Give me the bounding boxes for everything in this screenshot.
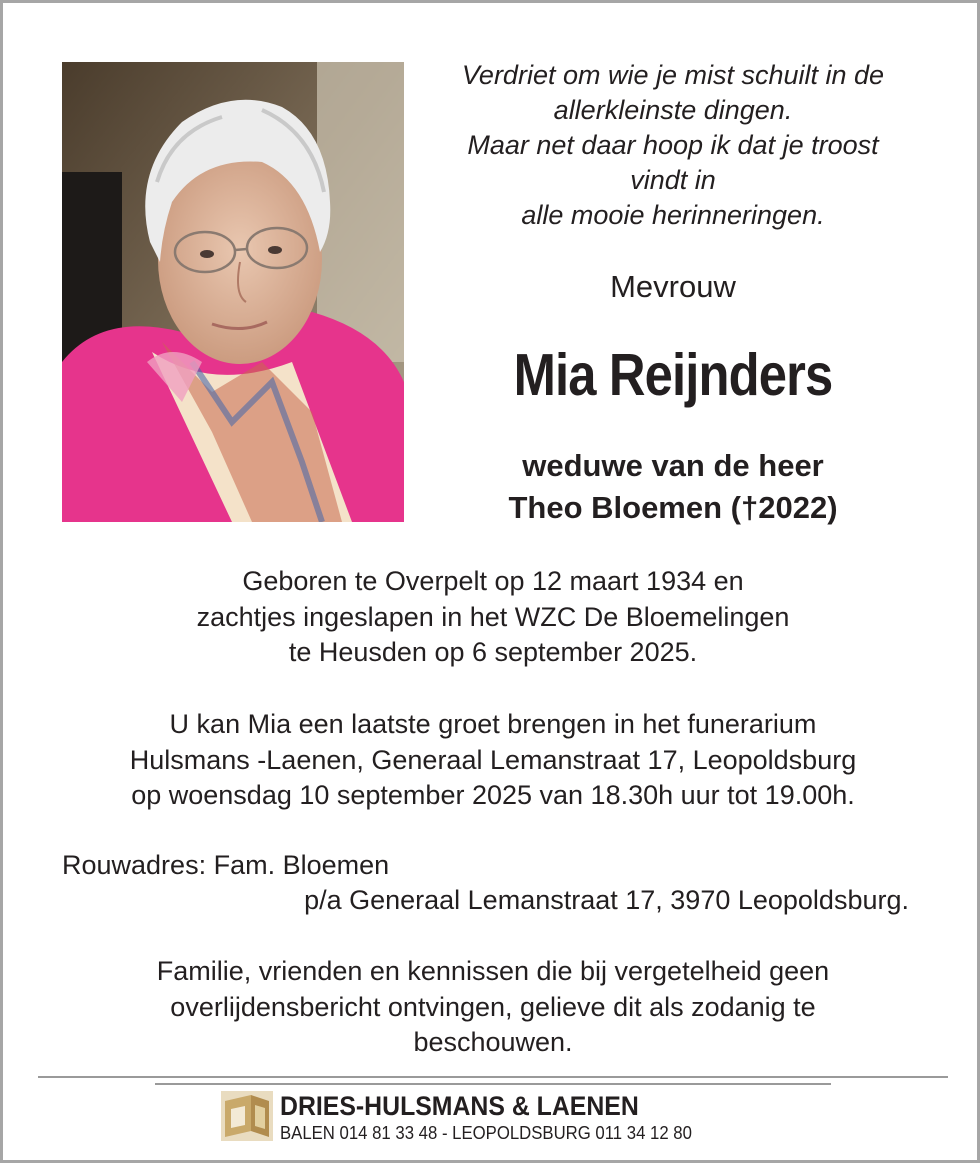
paragraph-line: Hulsmans -Laenen, Generaal Lemanstraat 17, Leopoldsburg bbox=[129, 744, 857, 775]
mourning-address-line: p/a Generaal Lemanstraat 17, 3970 Leopoldsburg. bbox=[304, 885, 909, 915]
poem-line: Verdriet om wie je mist schuilt in de bbox=[461, 60, 885, 90]
notice-paragraph bbox=[43, 954, 943, 1061]
deceased-name: Mia Reijnders bbox=[513, 342, 833, 408]
mourning-address-label: Rouwadres: Fam. Bloemen bbox=[62, 850, 390, 880]
spouse-line: Theo Bloemen (†2022) bbox=[508, 490, 838, 525]
birth-death-paragraph bbox=[43, 564, 943, 671]
poem bbox=[418, 58, 928, 233]
paragraph-line: U kan Mia een laatste groet brengen in het funerarium bbox=[169, 709, 817, 739]
funeral-home-name: DRIES-HULSMANS & LAENEN bbox=[280, 1091, 639, 1121]
paragraph-line: overlijdensbericht ontvingen, gelieve dit als zodanig te bbox=[170, 991, 816, 1022]
spouse-info bbox=[418, 445, 928, 529]
paragraph-line: te Heusden op 6 september 2025. bbox=[288, 637, 698, 667]
funeral-home-phones: BALEN 014 81 33 48 - LEOPOLDSBURG 011 34 12 80 bbox=[280, 1123, 692, 1143]
poem-line: alle mooie herinneringen. bbox=[521, 200, 825, 230]
portrait-photo bbox=[62, 62, 404, 522]
poem-line: vindt in bbox=[630, 165, 716, 195]
poem-line: Maar net daar hoop ik dat je troost bbox=[467, 130, 879, 160]
farewell-paragraph bbox=[43, 707, 943, 814]
divider bbox=[155, 1083, 831, 1085]
paragraph-line: Familie, vrienden en kennissen die bij vergetelheid geen bbox=[156, 956, 830, 986]
divider bbox=[38, 1076, 948, 1078]
paragraph-line: op woensdag 10 september 2025 van 18.30h uur tot 19.00h. bbox=[131, 780, 855, 810]
spouse-line: weduwe van de heer bbox=[522, 448, 824, 483]
poem-line: allerkleinste dingen. bbox=[553, 95, 793, 125]
paragraph-line: beschouwen. bbox=[413, 1027, 573, 1057]
paragraph-line: zachtjes ingeslapen in het WZC De Bloemelingen bbox=[196, 601, 790, 632]
salutation: Mevrouw bbox=[610, 269, 736, 304]
paragraph-line: Geboren te Overpelt op 12 maart 1934 en bbox=[242, 566, 744, 596]
funeral-home-logo-icon bbox=[221, 1091, 273, 1141]
